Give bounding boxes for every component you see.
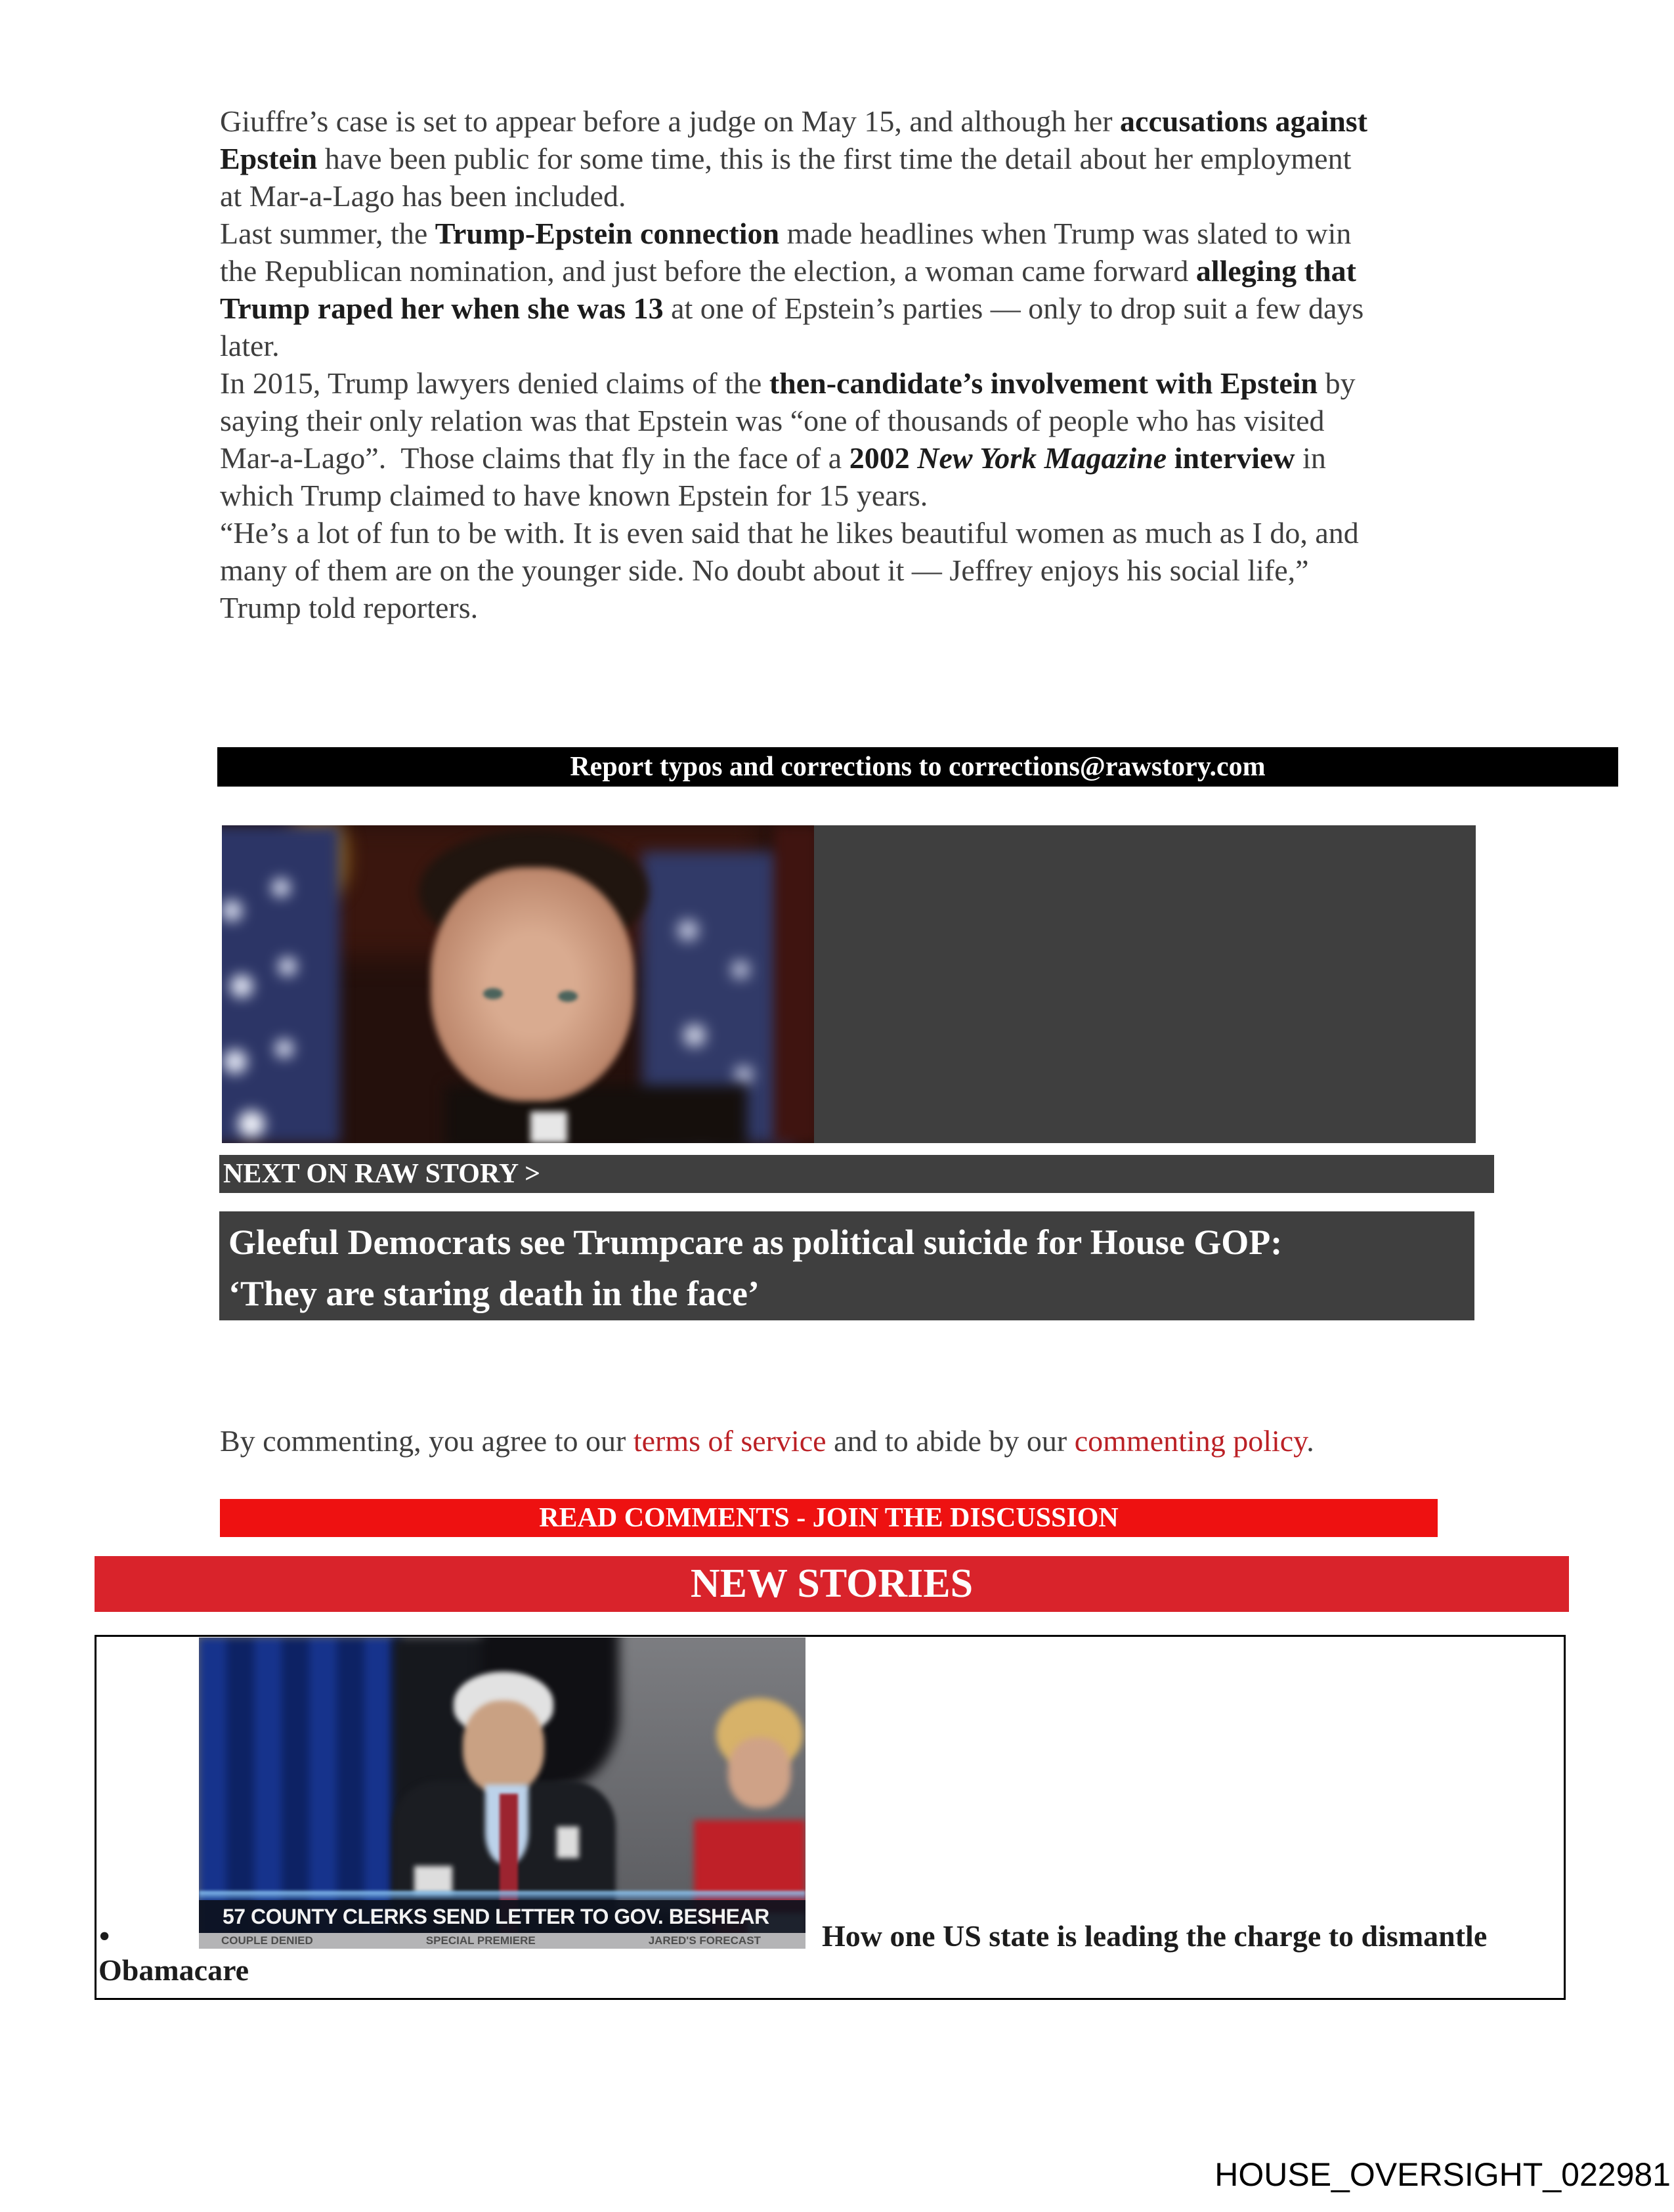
text-line — [220, 364, 1467, 402]
text-segment: the Republican nomination, and just before the election, a woman came forward — [220, 254, 1196, 288]
text-segment: Mar-a-Lago”. Those claims that fly in the face of a — [220, 441, 849, 475]
next-story-headline-line2: ‘They are staring death in the face’ — [228, 1274, 760, 1313]
new-stories-header: NEW STORIES — [95, 1556, 1569, 1612]
read-comments-button[interactable]: READ COMMENTS - JOIN THE DISCUSSION — [220, 1499, 1438, 1537]
list-bullet: • — [98, 1918, 111, 1955]
corrections-banner[interactable]: Report typos and corrections to corrections@rawstory.com — [217, 747, 1618, 787]
still-name-tag — [557, 1827, 579, 1858]
beshear-video-thumbnail[interactable] — [199, 1637, 805, 1949]
story-headline[interactable]: How one US state is leading the charge to dismantle — [822, 1919, 1488, 1953]
text-segment: at one of Epstein’s parties — only to drop suit a few days — [663, 292, 1364, 325]
text-segment: made headlines when Trump was slated to win — [779, 217, 1352, 250]
ticker-item: COUPLE DENIED — [221, 1934, 313, 1947]
text-segment: “He’s a lot of fun to be with. It is even said that he likes beautiful women as much as I do, and — [220, 516, 1359, 550]
bold-text: 2002 — [849, 441, 918, 475]
text-segment: In 2015, Trump lawyers denied claims of the — [220, 366, 769, 400]
bold-text: New York Magazine — [917, 441, 1167, 475]
photo-face — [431, 867, 634, 1101]
text-segment: by — [1318, 366, 1356, 400]
text-line — [220, 140, 1467, 177]
text-link[interactable]: commenting policy — [1074, 1424, 1307, 1458]
photo-flag-left — [222, 825, 340, 1143]
paul-ryan-photo[interactable] — [222, 825, 814, 1143]
text-line — [220, 439, 1467, 477]
text-segment: many of them are on the younger side. No doubt about it — Jeffrey enjoys his social life,” — [220, 553, 1309, 587]
text-line — [220, 215, 1467, 252]
text-segment: and to abide by our — [826, 1424, 1075, 1458]
text-line — [220, 177, 1467, 215]
bold-text: Epstein — [220, 142, 318, 175]
text-line — [220, 402, 1467, 439]
text-line — [220, 102, 1467, 140]
bold-text: then-candidate’s involvement with Epstein — [769, 366, 1318, 400]
next-story-headline[interactable] — [219, 1211, 1474, 1320]
photo-eye-left — [483, 988, 503, 999]
story-headline-continued[interactable]: Obamacare — [98, 1953, 249, 1987]
text-segment: Last summer, the — [220, 217, 435, 250]
photo-collar — [530, 1112, 567, 1143]
text-line — [220, 252, 1467, 290]
text-segment: By commenting, you agree to our — [220, 1424, 633, 1458]
ticker-item: SPECIAL PREMIERE — [425, 1934, 536, 1947]
text-line — [220, 290, 1467, 327]
text-segment: have been public for some time, this is the first time the detail about her employment — [317, 142, 1352, 175]
video-ticker-bar — [199, 1933, 805, 1949]
text-link[interactable]: terms of service — [633, 1424, 826, 1458]
text-segment: saying their only relation was that Epstein was “one of thousands of people who has visited — [220, 404, 1325, 437]
photo-curtain-right — [773, 825, 814, 1143]
bold-text: Trump raped her when she was 13 — [220, 292, 664, 325]
bold-text: alleging that — [1195, 254, 1356, 288]
photo-gray-panel — [814, 825, 1476, 1143]
text-segment: at Mar-a-Lago has been included. — [220, 179, 626, 213]
still-woman-face — [728, 1737, 791, 1808]
page-id-footer: HOUSE_OVERSIGHT_022981 — [1214, 2156, 1671, 2193]
still-man-face — [463, 1701, 544, 1794]
next-story-headline-line1: Gleeful Democrats see Trumpcare as political suicide for House GOP: — [228, 1223, 1283, 1262]
text-line — [220, 552, 1467, 589]
still-glow-line — [199, 1891, 805, 1900]
text-line — [220, 514, 1467, 552]
next-on-raw-story-bar[interactable]: NEXT ON RAW STORY > — [219, 1155, 1494, 1193]
text-segment: in — [1295, 441, 1326, 475]
bold-text: interview — [1167, 441, 1295, 475]
text-line — [220, 477, 1467, 514]
text-segment: Trump told reporters. — [220, 591, 479, 624]
comment-notice — [220, 1422, 1474, 1460]
text-line — [220, 589, 1467, 626]
text-segment: Giuffre’s case is set to appear before a judge on May 15, and although her — [220, 104, 1121, 138]
article-body — [220, 102, 1467, 626]
text-segment: . — [1306, 1424, 1314, 1458]
text-segment: which Trump claimed to have known Epstein for 15 years. — [220, 479, 928, 512]
bold-text: accusations against — [1120, 104, 1368, 138]
photo-eye-right — [558, 991, 578, 1002]
text-segment: later. — [220, 329, 280, 362]
text-line — [220, 327, 1467, 364]
bold-text: Trump-Epstein connection — [435, 217, 780, 250]
video-caption-bar: 57 COUNTY CLERKS SEND LETTER TO GOV. BESHEAR — [199, 1900, 805, 1933]
ticker-item: JARED'S FORECAST — [648, 1934, 761, 1947]
still-lapel-sticker — [414, 1866, 452, 1894]
text-line — [220, 1422, 1474, 1460]
